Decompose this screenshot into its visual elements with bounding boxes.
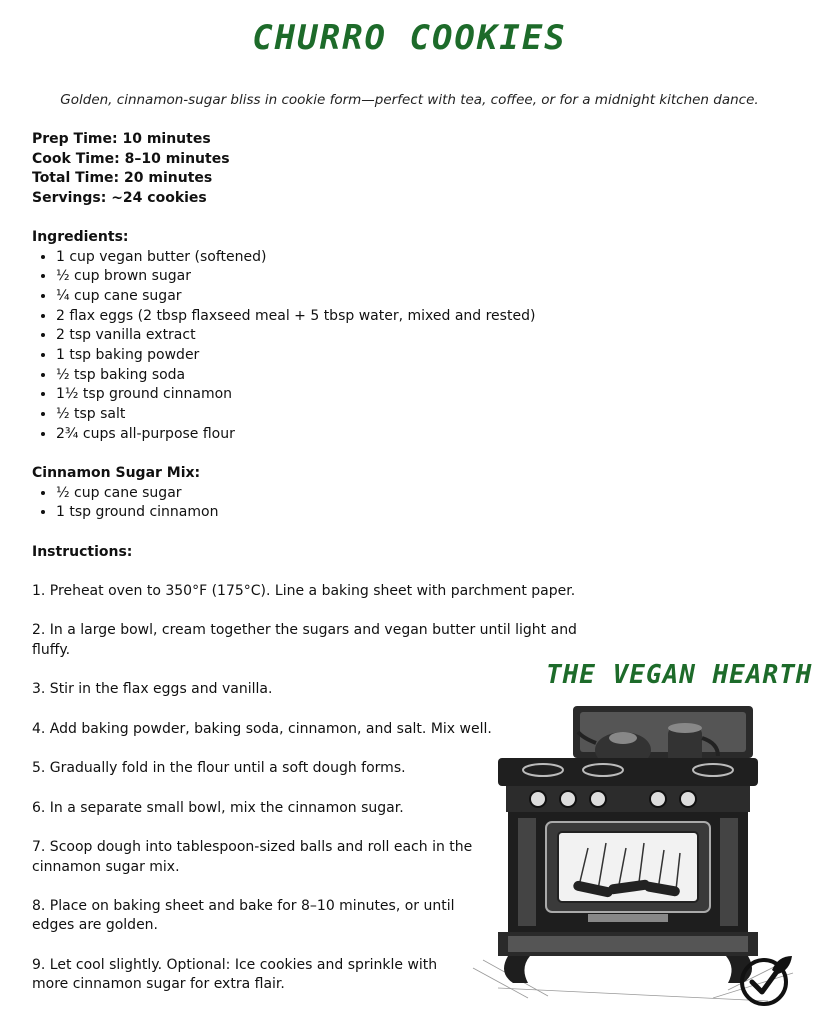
instruction-step: 6. In a separate small bowl, mix the cinnamon sugar.	[32, 799, 404, 816]
brand-name: THE VEGAN HEARTH	[546, 660, 813, 690]
list-item: • ¼ cup cane sugar	[56, 287, 592, 307]
list-item: • ½ cup brown sugar	[56, 267, 592, 287]
list-item: • 2 flax eggs (2 tbsp flaxseed meal + 5 tbsp water, mixed and rested)	[56, 307, 592, 327]
servings: Servings: ~24 cookies	[32, 189, 207, 206]
list-item: • ½ tsp salt	[56, 405, 592, 425]
list-item: • 2 tsp vanilla extract	[56, 326, 592, 346]
instruction-step: 7. Scoop dough into tablespoon-sized balls and roll each in the cinnamon sugar mix.	[32, 838, 473, 875]
list-item: • 1 tsp baking powder	[56, 346, 592, 366]
list-item: • 1 cup vegan butter (softened)	[56, 248, 592, 268]
instructions-heading: Instructions:	[32, 543, 133, 560]
prep-time: Prep Time: 10 minutes	[32, 131, 211, 147]
total-time: Total Time: 20 minutes	[32, 170, 213, 187]
instruction-step: 4. Add baking powder, baking soda, cinnamon, and salt. Mix well.	[32, 720, 492, 737]
spacer	[32, 445, 592, 465]
instruction-step: 2. In a large bowl, cream together the sugars and vegan butter until light and fluffy.	[32, 622, 577, 658]
cook-time: Cook Time: 8–10 minutes	[32, 150, 230, 167]
list-item: • 1½ tsp ground cinnamon	[56, 385, 592, 405]
ingredients-list	[32, 248, 592, 445]
mix-heading: Cinnamon Sugar Mix:	[32, 465, 201, 482]
spacer	[32, 208, 592, 228]
mix-list	[32, 484, 592, 523]
list-item: • ½ tsp baking soda	[56, 366, 592, 386]
recipe-tagline: Golden, cinnamon-sugar bliss in cookie form—perfect with tea, coffee, or for a midnight kitchen dance.	[60, 92, 759, 108]
spacer	[32, 523, 592, 543]
recipe-title: CHURRO COOKIES	[252, 18, 567, 58]
list-item: • ½ cup cane sugar	[56, 484, 592, 504]
ingredients-heading: Ingredients:	[32, 228, 129, 245]
instruction-step: 9. Let cool slightly. Optional: Ice cookies and sprinkle with more cinnamon sugar for extra flair.	[32, 956, 438, 993]
list-item: • 1 tsp ground cinnamon	[56, 503, 592, 523]
instruction-step: 1. Preheat oven to 350°F (175°C). Line a baking sheet with parchment paper.	[32, 582, 576, 599]
spacer	[32, 562, 592, 582]
instruction-step: 3. Stir in the flax eggs and vanilla.	[32, 681, 273, 698]
instruction-step: 5. Gradually fold in the flour until a soft dough forms.	[32, 760, 406, 777]
leaf-check-icon	[738, 952, 794, 1008]
list-item: • 2¾ cups all-purpose flour	[56, 425, 592, 445]
instruction-step: 8. Place on baking sheet and bake for 8–10 minutes, or until edges are golden.	[32, 897, 455, 934]
